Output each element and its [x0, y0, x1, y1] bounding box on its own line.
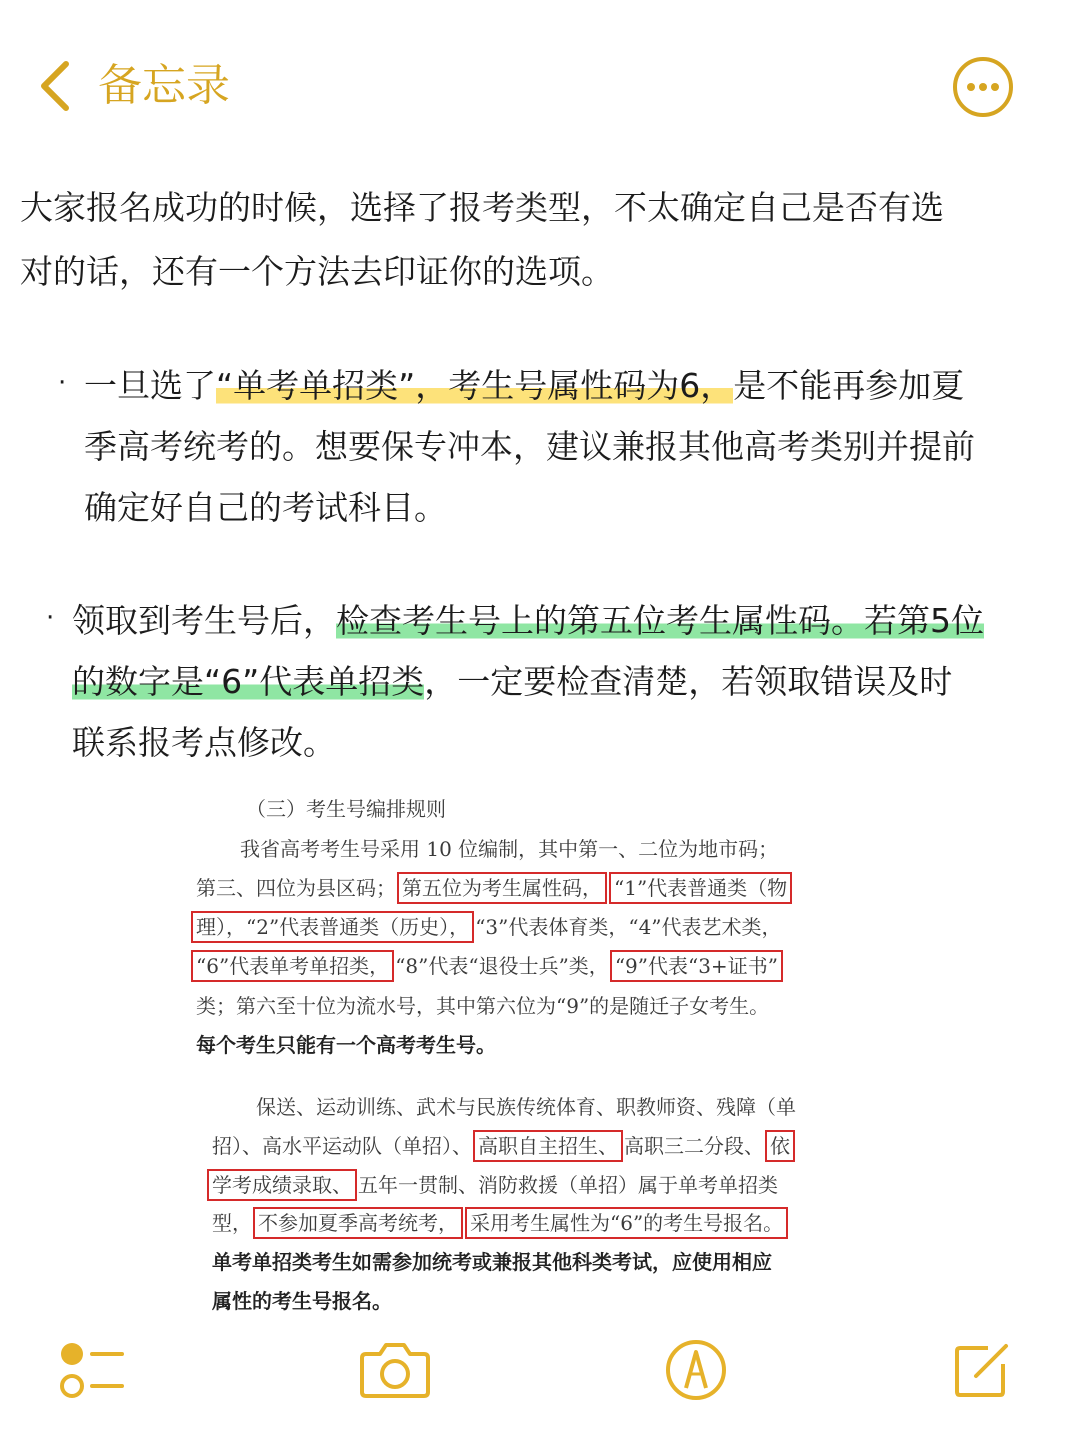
bullet-line: [84, 355, 1004, 416]
bullet-item-1: [84, 355, 1004, 538]
red-box: “6”代表单考单招类，: [191, 950, 394, 982]
bullet-line: 季高考统考的。想要保专冲本，建议兼报其他高考类别并提前: [84, 427, 975, 466]
compose-icon: [952, 1385, 1012, 1404]
doc-text: 型，: [212, 1211, 252, 1235]
camera-icon: [358, 1385, 432, 1404]
checklist-button[interactable]: [58, 1340, 126, 1402]
doc-line: [212, 1131, 796, 1161]
bullet-text: 领取到考生号后，: [72, 601, 336, 640]
bullet-text: 一旦选了: [84, 366, 216, 405]
chevron-left-icon: [38, 60, 72, 112]
markup-button[interactable]: [664, 1338, 728, 1402]
bullet-item-2: [72, 590, 1012, 773]
camera-button[interactable]: [358, 1340, 432, 1400]
bullet-line: 联系报考点修改。: [72, 723, 336, 762]
doc-line: 类；第六至十位为流水号，其中第六位为“9”的是随迁子女考生。: [196, 994, 770, 1018]
bullet-dot: ·: [46, 603, 55, 633]
red-box: “9”代表“3+证书”: [610, 950, 783, 982]
doc-heading: （三）考生号编排规则: [246, 797, 446, 821]
doc-line: [212, 1208, 789, 1238]
red-box: 第五位为考生属性码，: [397, 872, 607, 904]
doc-line: [190, 951, 784, 981]
doc-text: 高职三二分段、: [624, 1134, 764, 1158]
bullet-text: ，一定要检查清楚，若领取错误及时: [424, 662, 953, 701]
ellipsis-circle-icon: [952, 103, 1014, 122]
red-box: 依: [765, 1130, 795, 1162]
bullet-line: [72, 590, 1012, 651]
more-options-button[interactable]: [952, 56, 1014, 118]
red-box: 高职自主招生、: [473, 1130, 623, 1162]
doc-line: [190, 912, 782, 942]
red-box: 学考成绩录取、: [207, 1169, 357, 1201]
bullet-dot: ·: [58, 368, 67, 398]
doc-text: “3”代表体育类，“4”代表艺术类，: [475, 915, 782, 939]
checklist-icon: [58, 1387, 126, 1406]
pen-markup-icon: [664, 1387, 728, 1406]
doc-line-bold: 每个考生只能有一个高考考生号。: [196, 1033, 496, 1057]
intro-line: 对的话，还有一个方法去印证你的选项。: [20, 252, 614, 291]
back-button[interactable]: [38, 56, 230, 116]
highlight-yellow: “单考单招类”，考生号属性码为6，: [216, 366, 734, 405]
doc-line: [206, 1170, 778, 1200]
doc-text: “8”代表“退役士兵”类，: [395, 954, 609, 978]
doc-text: 第三、四位为县区码；: [196, 876, 396, 900]
red-box: 理），“2”代表普通类（历史），: [191, 911, 474, 943]
doc-line-bold: 单考单招类考生如需参加统考或兼报其他科类考试，应使用相应: [212, 1250, 772, 1274]
doc-line: 我省高考考生号采用 10 位编制，其中第一、二位为地市码；: [240, 837, 779, 861]
compose-button[interactable]: [952, 1338, 1012, 1400]
bullet-line: 确定好自己的考试科目。: [84, 488, 447, 527]
highlight-green: 检查考生号上的第五位考生属性码。若第5位: [336, 601, 984, 640]
doc-text: 招）、高水平运动队（单招）、: [212, 1134, 472, 1158]
doc-text: 五年一贯制、消防救援（单招）属于单考单招类: [358, 1173, 778, 1197]
red-box: “1”代表普通类（物: [609, 872, 792, 904]
note-intro: [20, 176, 1030, 304]
nav-title: 备忘录: [98, 60, 230, 111]
red-box: 采用考生属性为“6”的考生号报名。: [465, 1207, 788, 1239]
intro-line: 大家报名成功的时候，选择了报考类型，不太确定自己是否有选: [20, 188, 944, 227]
doc-line: 保送、运动训练、武术与民族传统体育、职教师资、残障（单: [256, 1095, 796, 1119]
doc-line-bold: 属性的考生号报名。: [212, 1289, 392, 1313]
bullet-text: 是不能再参加夏: [733, 366, 965, 405]
doc-line: [196, 873, 793, 903]
document-image: [186, 790, 846, 1320]
highlight-green: 的数字是“6”代表单招类: [72, 662, 425, 701]
bullet-line: [72, 651, 1012, 712]
red-box: 不参加夏季高考统考，: [253, 1207, 463, 1239]
